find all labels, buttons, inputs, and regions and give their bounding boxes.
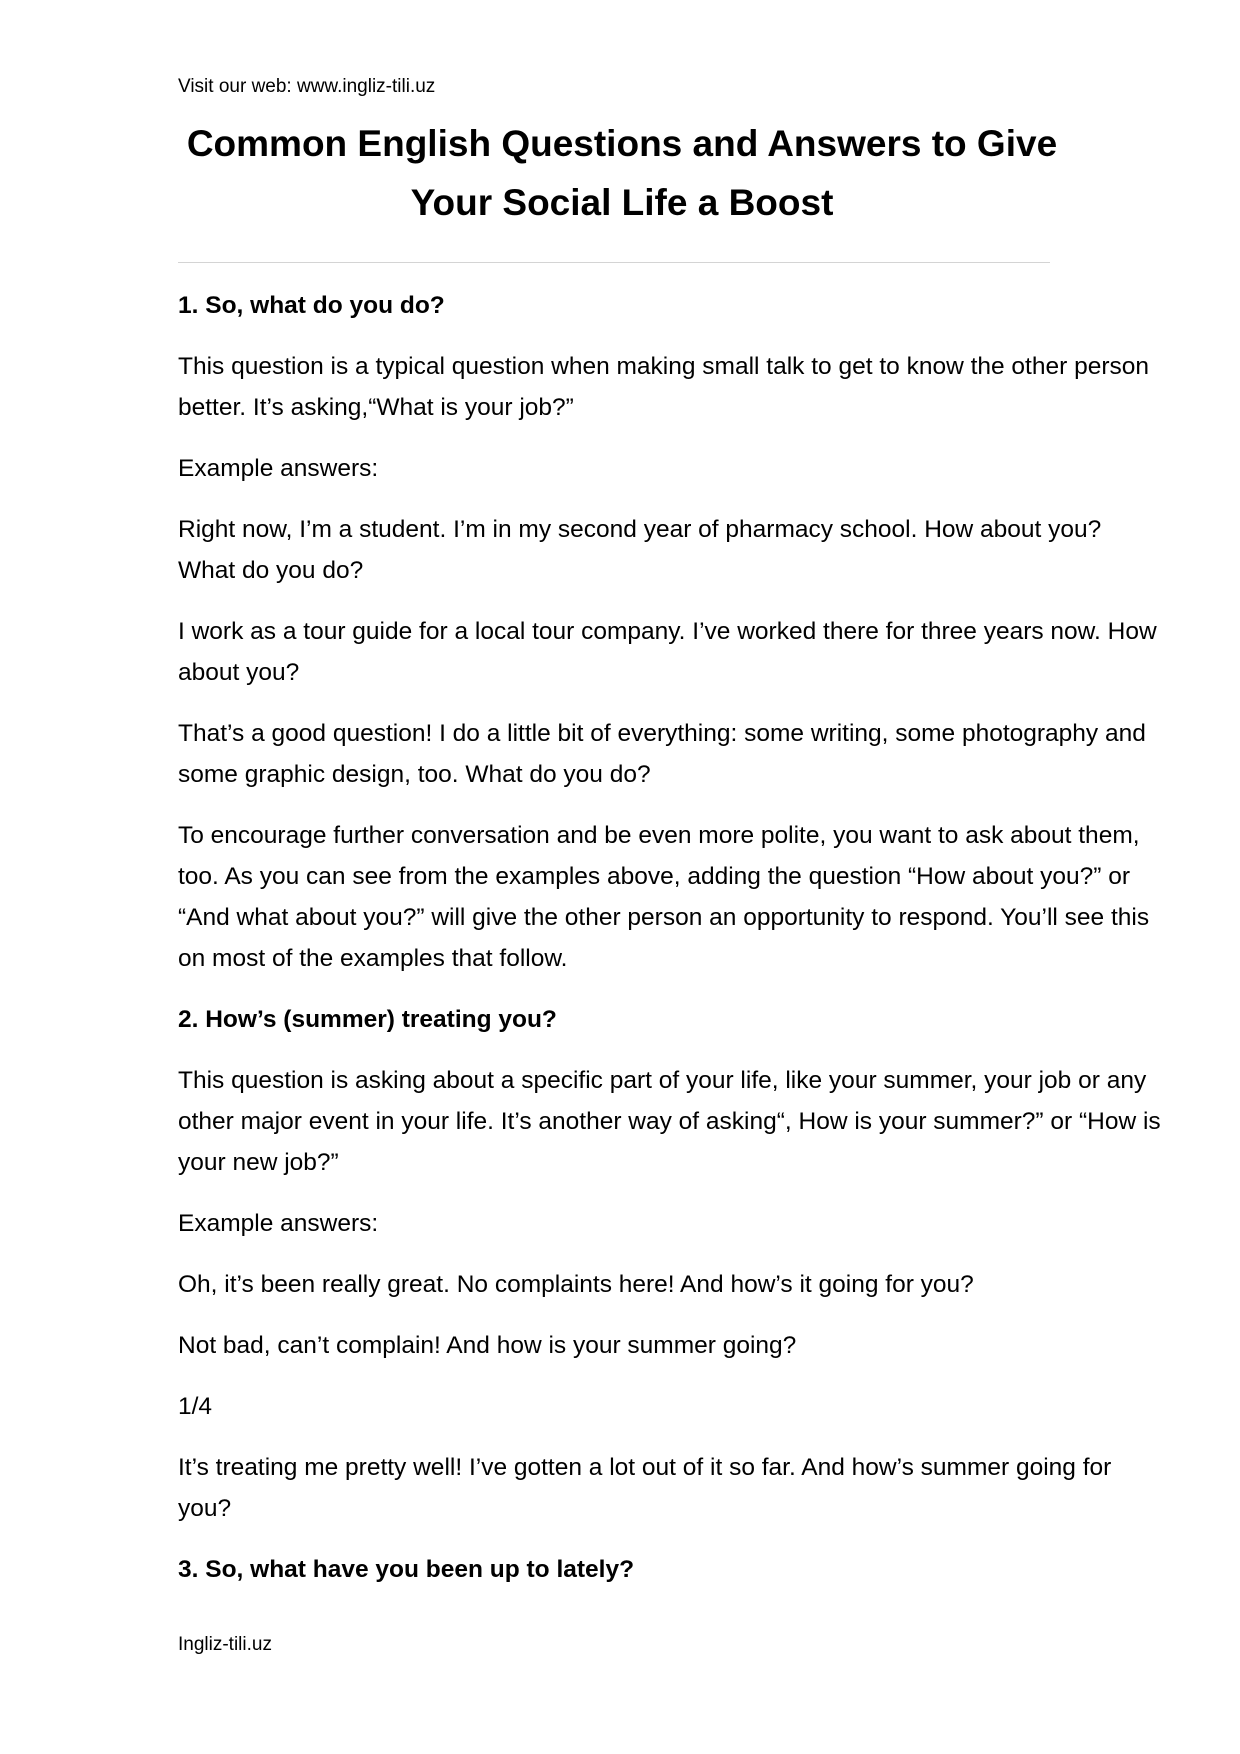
footer-site-text: Ingliz-tili.uz — [178, 1634, 272, 1655]
question-heading-2: 2. How’s (summer) treating you? — [178, 1006, 557, 1033]
example-answer: Oh, it’s been really great. No complaints here! And how’s it going for you? — [178, 1271, 974, 1298]
document-body — [178, 285, 1164, 1610]
header-website-text: Visit our web: www.ingliz-tili.uz — [178, 76, 436, 97]
question-heading-3: 3. So, what have you been up to lately? — [178, 1556, 635, 1583]
example-answer: Right now, I’m a student. I’m in my second year of pharmacy school. How about you? What do you do? — [178, 516, 1102, 584]
example-answer: I work as a tour guide for a local tour company. I’ve worked there for three years now. How about you? — [178, 618, 1157, 686]
examples-label-2: Example answers: — [178, 1210, 379, 1237]
examples-label-1: Example answers: — [178, 455, 379, 482]
example-answer: That’s a good question! I do a little bit of everything: some writing, some photography and some graphic design, too. What do you do? — [178, 720, 1146, 788]
section-note-1: To encourage further conversation and be even more polite, you want to ask about them, too. As you can see from the examples above, adding the question “How about you?” or “And what about you?” will give the other person an opportunity to respond. You’ll see this on most of the examples that follow. — [178, 822, 1150, 972]
example-answer: It’s treating me pretty well! I’ve gotten a lot out of it so far. And how’s summer going for you? — [178, 1454, 1112, 1522]
title-divider — [178, 262, 1050, 263]
question-intro-1: This question is a typical question when making small talk to get to know the other person better. It’s asking,“What is your job?” — [178, 353, 1149, 421]
question-heading-1: 1. So, what do you do? — [178, 292, 445, 319]
question-intro-2: This question is asking about a specific part of your life, like your summer, your job or any other major event in your life. It’s another way of asking“, How is your summer?” or “How is your new job?” — [178, 1067, 1161, 1176]
page-marker: 1/4 — [178, 1393, 213, 1420]
example-answer: Not bad, can’t complain! And how is your summer going? — [178, 1332, 797, 1359]
page-title: Common English Questions and Answers to Give Your Social Life a Boost — [186, 123, 1058, 223]
